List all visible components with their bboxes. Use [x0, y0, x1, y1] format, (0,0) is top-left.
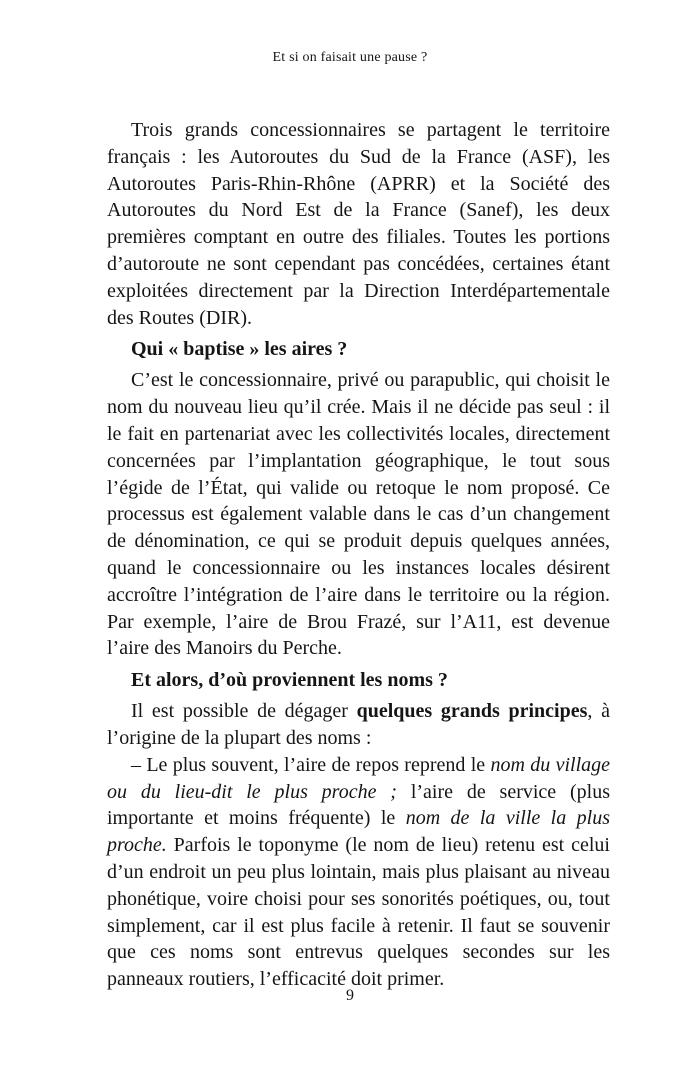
naming-paragraph: C’est le concessionnaire, privé ou parapublic, qui choisit le nom du nouveau lieu qu’il crée. Mais il ne décide pas seul : il le fait en partenariat avec les collectivités locales, directement concernées par l’implantation géographique, le tout sous l’égide de l’État, qui valide ou retoque le nom proposé. Ce processus est également valable dans le cas d’un changement de dénomination, ce qui se produit depuis quelques années, quand le concessionnaire ou les instances locales désirent accroître l’intégration de l’aire dans le territoire ou la région. Par exemple, l’aire de Brou Frazé, sur l’A11, est devenue l’aire des Manoirs du Perche. — [107, 369, 610, 660]
first-principle-paragraph — [107, 752, 610, 993]
principle-text-2: l’aire de service (plus importante et moins fréquente) le — [107, 780, 610, 830]
principle-italic-2: nom de la ville la plus proche. — [107, 807, 610, 857]
principle-text-3: Parfois le toponyme (le nom de lieu) retenu est celui d’un endroit un peu plus lointain, mais plus plaisant au niveau phonétique, voire choisi pour ses sonorités poétiques, ou, tout simplement, car il est plus facile à retenir. Il faut se souvenir que ces noms sont entrevus quelques secondes sur les panneaux routiers, l’efficacité doit primer. — [107, 834, 610, 991]
principles-lead: Il est possible de dégager — [131, 700, 357, 723]
page-number: 9 — [346, 987, 354, 1004]
intro-paragraph: Trois grands concessionnaires se partagent le territoire français : les Autoroutes du Sud de la France (ASF), les Autoroutes Paris-Rhin-Rhône (APRR) et la Société des Autoroutes du Nord Est de la France (Sanef), les deux premières comptant en outre des filiales. Toutes les portions d’autoroute ne sont cependant pas concédées, certaines étant exploitées directement par la Direction Interdépartementale des Routes (DIR). — [107, 119, 610, 329]
principle-text-1: – Le plus souvent, l’aire de repos reprend le — [131, 753, 491, 776]
principle-italic-1: nom du village ou du lieu-dit le plus proche ; — [107, 753, 611, 803]
section-heading-naming: Qui « baptise » les aires ? — [131, 338, 348, 361]
section-heading-origin: Et alors, d’où proviennent les noms ? — [131, 669, 448, 692]
running-header: Et si on faisait une pause ? — [272, 50, 428, 65]
principles-tail: , à l’origine de la plupart des noms : — [107, 700, 610, 749]
principles-paragraph — [107, 698, 610, 752]
page-body — [107, 117, 610, 993]
principles-emphasis: quelques grands principes — [356, 700, 588, 723]
